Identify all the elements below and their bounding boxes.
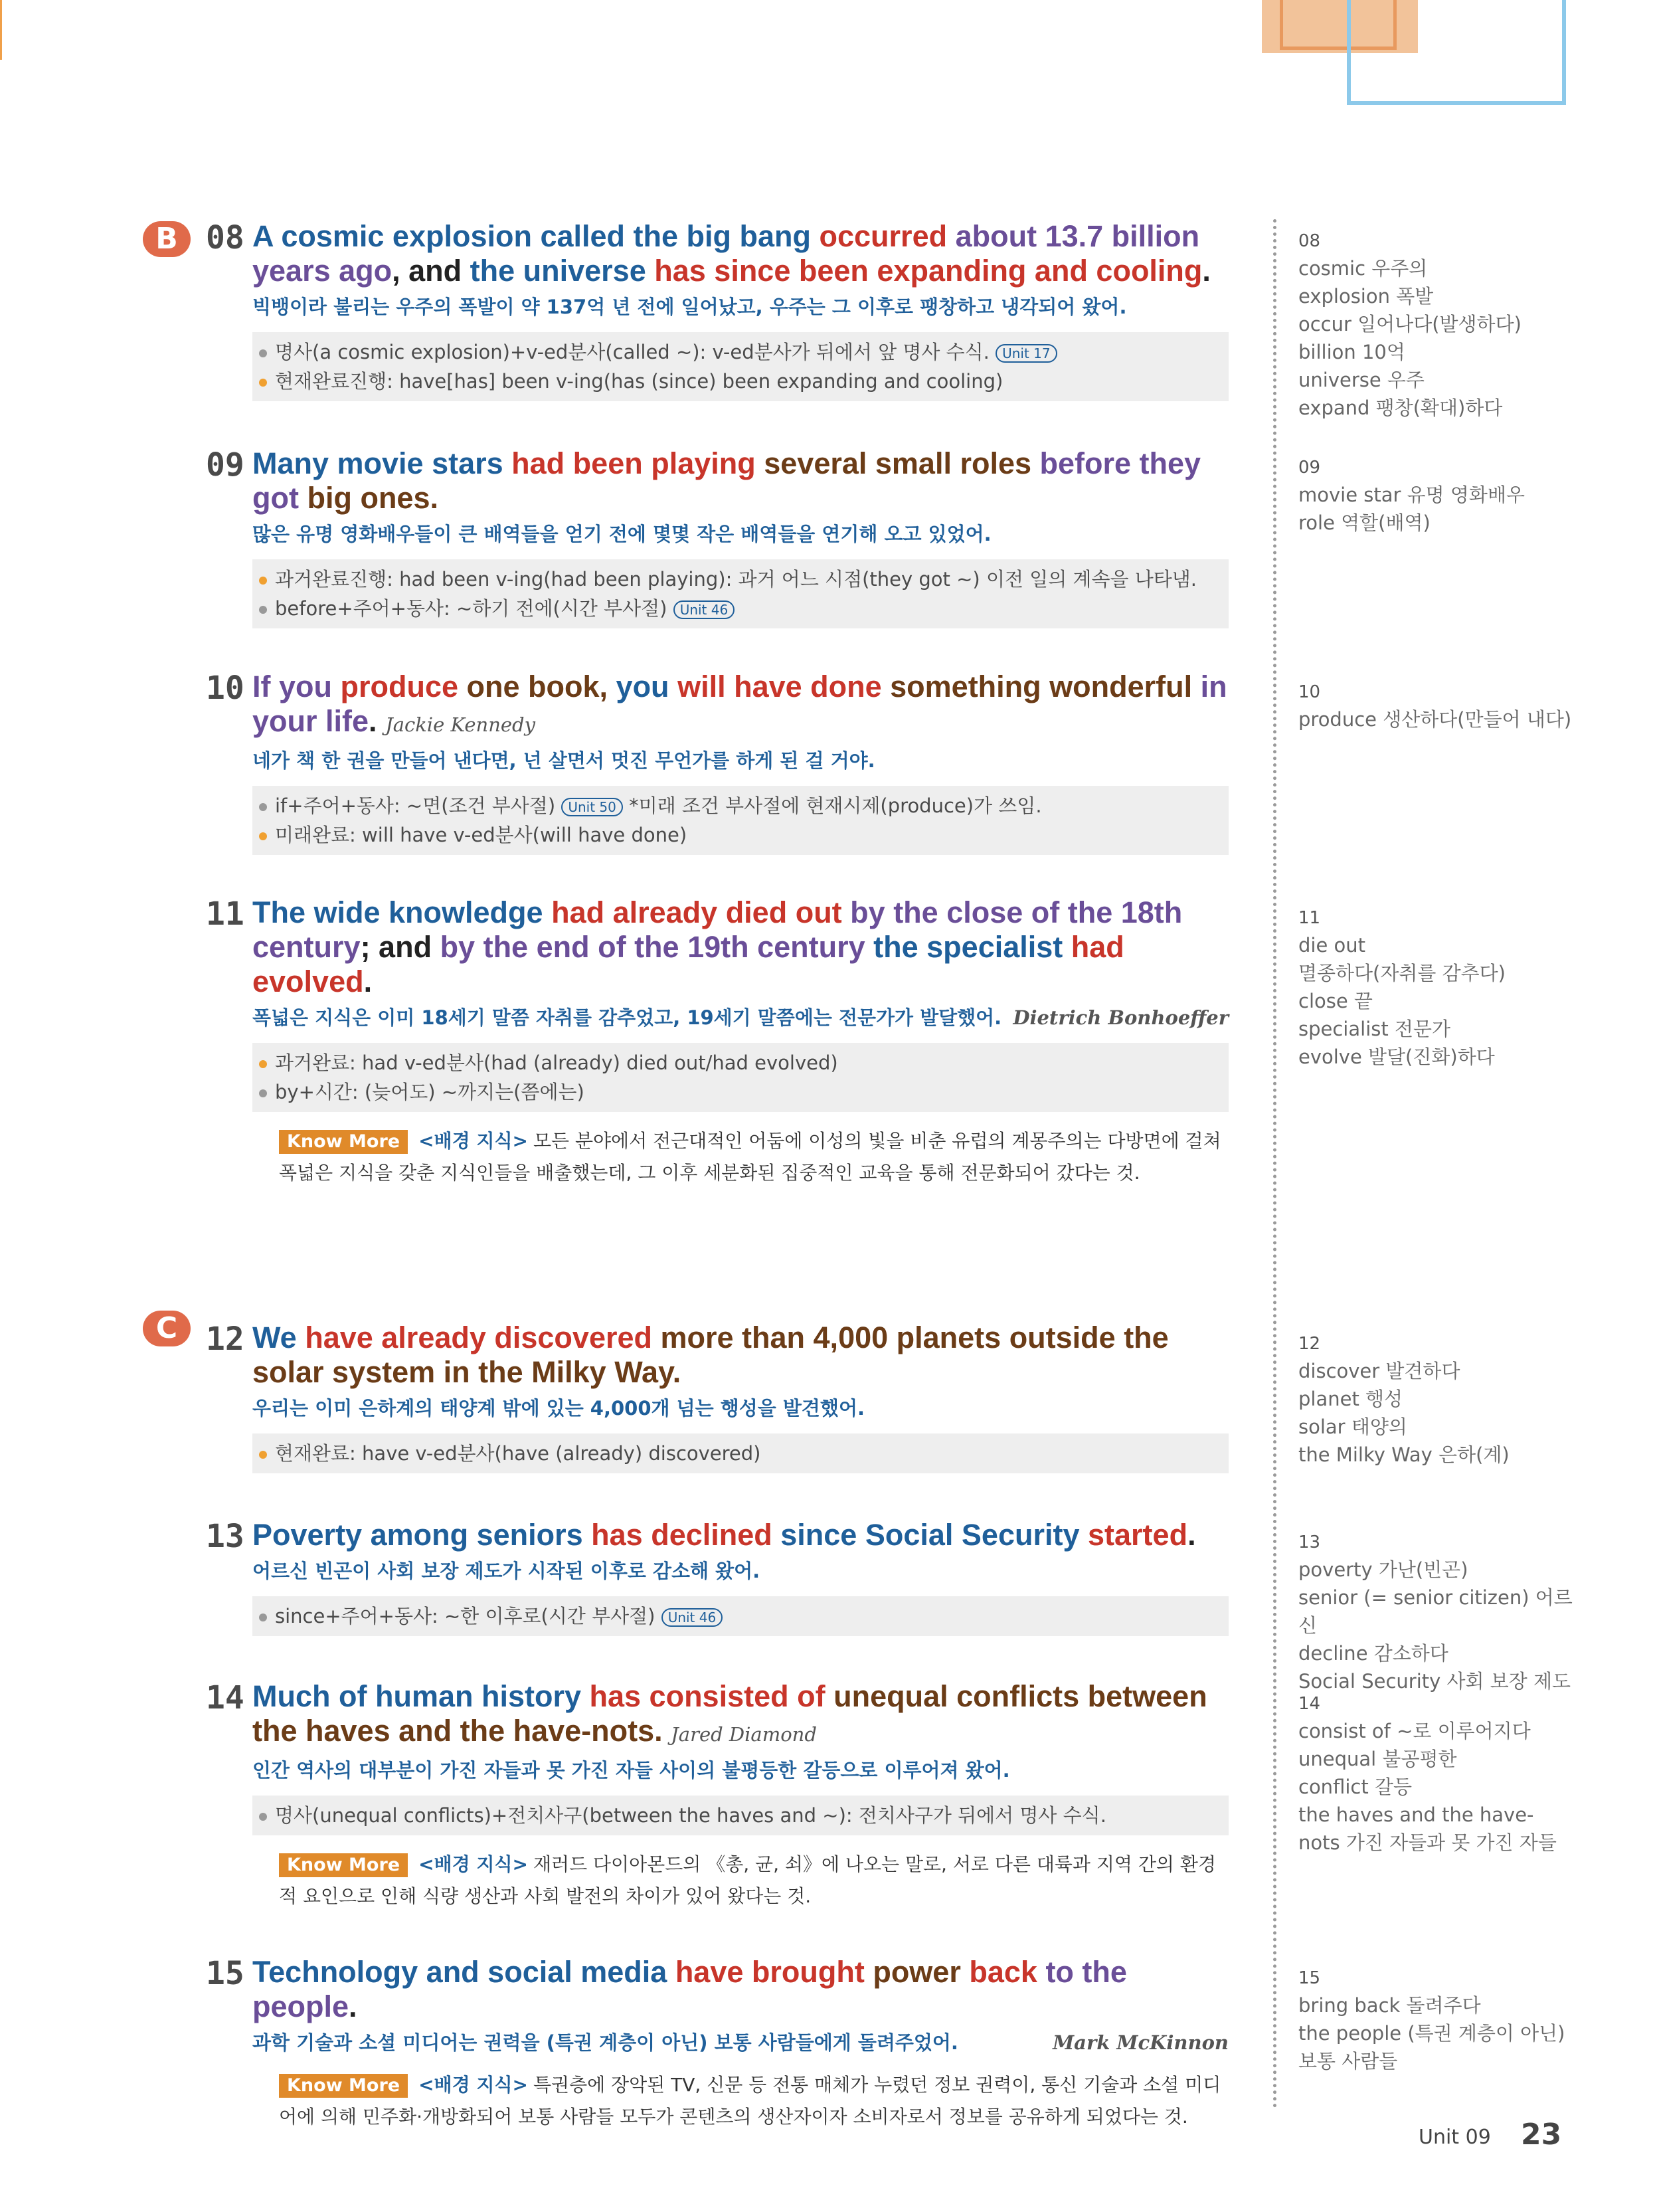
note-text: 과거완료진행: had been v-ing(had been playing): 과거 어느 시점(they got ~) 이전 일의 계속을 나타냄. xyxy=(275,568,1197,591)
subject: Many movie stars xyxy=(252,446,512,480)
know-more-heading: <배경 지식> xyxy=(418,2074,528,2096)
vocab-item: 보통 사람들 xyxy=(1298,2050,1398,2073)
note-text: 미래완료: will have v-ed분사(will have done) xyxy=(275,824,687,846)
sentence-number: 15 xyxy=(206,1955,244,1992)
note-text: before+주어+동사: ~하기 전에(시간 부사절) xyxy=(275,597,667,620)
vocab-item: billion 10억 xyxy=(1298,341,1405,363)
grammar-notes xyxy=(252,786,1229,855)
vocab-10 xyxy=(1298,679,1577,733)
author: Mark McKinnon xyxy=(1053,2031,1229,2054)
author: Jackie Kennedy xyxy=(385,713,535,736)
phrase: to the people xyxy=(252,1955,1127,2023)
vocab-item: solar 태양의 xyxy=(1298,1416,1407,1438)
note-text: since+주어+동사: ~한 이후로(시간 부사절) xyxy=(275,1605,655,1627)
vocab-number: 08 xyxy=(1298,231,1321,251)
grammar-note xyxy=(259,594,1229,623)
object: big ones. xyxy=(298,481,438,515)
vocab-item: expand 팽창(확대)하다 xyxy=(1298,397,1503,419)
corner-decoration xyxy=(0,0,2,60)
verb: had evolved xyxy=(252,930,1124,998)
vocab-item: discover 발견하다 xyxy=(1298,1360,1460,1382)
korean-translation: 많은 유명 영화배우들이 큰 배역들을 얻기 전에 몇몇 작은 배역들을 연기해 오고 있었어. xyxy=(252,523,992,545)
korean-translation: 빅뱅이라 불리는 우주의 폭발이 약 137억 년 전에 일어났고, 우주는 그 이후로 팽창하고 냉각되어 왔어. xyxy=(252,296,1127,318)
unit-link[interactable]: Unit 17 xyxy=(996,344,1057,363)
grammar-notes xyxy=(252,559,1229,628)
vocab-item: universe 우주 xyxy=(1298,369,1425,391)
vocab-item: the people (특권 계층이 아닌) xyxy=(1298,2022,1565,2045)
object: something wonderful xyxy=(881,670,1201,703)
know-more-label: Know More xyxy=(279,1130,408,1154)
sentence-number: 11 xyxy=(206,895,244,933)
vocab-14 xyxy=(1298,1691,1577,1857)
subject: the specialist xyxy=(873,930,1071,964)
vocab-item: bring back 돌려주다 xyxy=(1298,1994,1481,2017)
object: more than 4,000 planets outside the solar system in the Milky Way. xyxy=(252,1321,1169,1389)
vocab-item: conflict 갈등 xyxy=(1298,1776,1412,1798)
unit-link[interactable]: Unit 46 xyxy=(673,600,735,619)
note-text: 현재완료: have v-ed분사(have (already) discovered) xyxy=(275,1442,761,1465)
vocab-item: close 끝 xyxy=(1298,990,1373,1012)
korean-translation-row xyxy=(252,2029,1229,2056)
know-more-box xyxy=(279,2069,1229,2133)
vocab-item: Social Security 사회 보장 제도 xyxy=(1298,1670,1571,1693)
know-more-heading: <배경 지식> xyxy=(418,1130,528,1152)
sentence-number: 12 xyxy=(206,1321,244,1358)
verb: occurred xyxy=(819,219,948,253)
grammar-notes xyxy=(252,1043,1229,1112)
phrase: by the end of the 19th century xyxy=(440,930,874,964)
subject: Technology and social media xyxy=(252,1955,675,1989)
sentence-08 xyxy=(252,219,1229,401)
verb: had been playing xyxy=(511,446,756,480)
grammar-notes xyxy=(252,1433,1229,1473)
vocab-item: unequal 불공평한 xyxy=(1298,1748,1457,1770)
connector: , and xyxy=(392,254,470,288)
object: one book, xyxy=(458,670,616,703)
phrase: by the close of the 18th century xyxy=(252,895,1183,964)
vocab-item: the Milky Way 은하(계) xyxy=(1298,1443,1510,1466)
know-more-label: Know More xyxy=(279,2074,408,2098)
vocab-item: nots 가진 자들과 못 가진 자들 xyxy=(1298,1831,1557,1854)
vocab-number: 10 xyxy=(1298,682,1321,702)
vocab-number: 12 xyxy=(1298,1334,1321,1354)
punctuation: . xyxy=(369,704,377,738)
vocab-item: the haves and the have- xyxy=(1298,1803,1534,1826)
verb: produce xyxy=(340,670,459,703)
vocab-number: 09 xyxy=(1298,458,1321,478)
sentence-11 xyxy=(252,895,1229,1189)
vocab-item: produce 생산하다(만들어 내다) xyxy=(1298,708,1572,731)
vocab-09 xyxy=(1298,454,1577,537)
verb: have brought xyxy=(675,1955,865,1989)
sentence-10 xyxy=(252,670,1229,855)
object: power xyxy=(864,1955,970,1989)
bullet-icon xyxy=(259,1089,267,1097)
bullet-icon xyxy=(259,606,267,614)
korean-translation: 과학 기술과 소셜 미디어는 권력을 (특권 계층이 아닌) 보통 사람들에게 돌려주었어. xyxy=(252,2031,958,2054)
sentence-14 xyxy=(252,1679,1229,1912)
clause: before they got xyxy=(252,446,1201,515)
bullet-icon xyxy=(259,379,267,387)
grammar-note xyxy=(259,820,1229,850)
subject: Much of human history xyxy=(252,1679,590,1713)
note-text: 명사(a cosmic explosion)+v-ed분사(called ~): v-ed분사가 뒤에서 앞 명사 수식. xyxy=(275,341,990,363)
korean-translation: 인간 역사의 대부분이 가진 자들과 못 가진 자들 사이의 불평등한 갈등으로 이루어져 왔어. xyxy=(252,1759,1010,1782)
verb: have already discovered xyxy=(305,1321,652,1354)
bullet-icon xyxy=(259,349,267,357)
verb: had already died out xyxy=(551,895,842,929)
bullet-icon xyxy=(259,1060,267,1068)
vocab-item: planet 행성 xyxy=(1298,1388,1403,1410)
punctuation: . xyxy=(1202,254,1211,288)
vocab-item: role 역할(배역) xyxy=(1298,511,1431,534)
verb: has declined xyxy=(591,1518,772,1552)
grammar-notes xyxy=(252,332,1229,401)
know-more-label: Know More xyxy=(279,1853,408,1877)
sentence-09 xyxy=(252,446,1229,628)
clause: If you xyxy=(252,670,341,703)
subject: We xyxy=(252,1321,305,1354)
sentence-number: 14 xyxy=(206,1679,244,1716)
subject: The wide knowledge xyxy=(252,895,552,929)
vocab-number: 11 xyxy=(1298,908,1321,928)
bullet-icon xyxy=(259,1451,267,1459)
vocab-item: poverty 가난(빈곤) xyxy=(1298,1558,1468,1581)
know-more-box xyxy=(279,1125,1229,1189)
vocab-item: die out xyxy=(1298,934,1366,957)
note-text: *미래 조건 부사절에 현재시제(produce)가 쓰임. xyxy=(629,794,1042,817)
grammar-note xyxy=(259,367,1229,396)
korean-translation: 폭넓은 지식은 이미 18세기 말쯤 자취를 감추었고, 19세기 말쯤에는 전문가가 발달했어. xyxy=(252,1006,1002,1029)
author: Dietrich Bonhoeffer xyxy=(1013,1006,1229,1029)
vocab-13 xyxy=(1298,1529,1577,1695)
know-more-text: 모든 분야에서 전근대적인 어둠에 이성의 빛을 비춘 유럽의 계몽주의는 다방면에 걸쳐 폭넓은 지식을 갖춘 지식인들을 배출했는데, 그 이후 세분화된 집중적인 교육을 통해 전문화되어 갔다는 것. xyxy=(279,1130,1221,1184)
time-phrase: about 13.7 billion years ago xyxy=(252,219,1200,288)
unit-link[interactable]: Unit 46 xyxy=(661,1608,723,1627)
vocab-item: 멸종하다(자취를 감추다) xyxy=(1298,962,1506,984)
punctuation: . xyxy=(1187,1518,1196,1552)
phrase: in your life xyxy=(252,670,1227,738)
korean-translation: 네가 책 한 권을 만들어 낸다면, 넌 살면서 멋진 무언가를 하게 된 걸 거야. xyxy=(252,749,875,772)
punctuation: . xyxy=(349,1989,357,2023)
unit-link[interactable]: Unit 50 xyxy=(561,798,623,816)
grammar-note xyxy=(259,1439,1229,1468)
vocab-number: 15 xyxy=(1298,1968,1321,1988)
subject: you xyxy=(616,670,678,703)
vocab-11 xyxy=(1298,905,1577,1071)
note-text: if+주어+동사: ~면(조건 부사절) xyxy=(275,794,556,817)
note-text: by+시간: (늦어도) ~까지는(쯤에는) xyxy=(275,1081,584,1103)
grammar-note xyxy=(259,1048,1229,1077)
know-more-heading: <배경 지식> xyxy=(418,1853,528,1875)
vocab-item: decline 감소하다 xyxy=(1298,1642,1448,1665)
clause: since Social Security xyxy=(772,1518,1088,1552)
vocab-item: cosmic 우주의 xyxy=(1298,257,1428,280)
vocab-12 xyxy=(1298,1331,1577,1469)
sentence-12 xyxy=(252,1321,1229,1473)
sentence-number: 09 xyxy=(206,446,244,484)
vocab-item: movie star 유명 영화배우 xyxy=(1298,484,1525,506)
vocab-08 xyxy=(1298,228,1577,422)
grammar-notes xyxy=(252,1796,1229,1835)
vocab-15 xyxy=(1298,1965,1577,2075)
grammar-note xyxy=(259,791,1229,820)
grammar-note xyxy=(259,565,1229,594)
korean-translation: 어르신 빈곤이 사회 보장 제도가 시작된 이후로 감소해 왔어. xyxy=(252,1560,760,1582)
connector: ; and xyxy=(360,930,440,964)
grammar-note xyxy=(259,1801,1229,1830)
vocab-item: specialist 전문가 xyxy=(1298,1018,1450,1040)
section-badge-c: C xyxy=(143,1311,191,1346)
bullet-icon xyxy=(259,803,267,811)
sentence-number: 13 xyxy=(206,1518,244,1555)
section-badge-b: B xyxy=(143,221,191,257)
author: Jared Diamond xyxy=(671,1723,817,1746)
sentence-number: 10 xyxy=(206,670,244,707)
punctuation: . xyxy=(363,965,373,998)
grammar-notes xyxy=(252,1596,1229,1636)
grammar-note xyxy=(259,1077,1229,1107)
note-text: 현재완료진행: have[has] been v-ing(has (since) been expanding and cooling) xyxy=(275,370,1003,393)
bullet-icon xyxy=(259,577,267,585)
subject: Poverty among seniors xyxy=(252,1518,592,1552)
know-more-text: 특권층에 장악된 TV, 신문 등 전통 매체가 누렸던 정보 권력이, 통신 기술과 소셜 미디어에 의해 민주화·개방화되어 보통 사람들 모두가 콘텐츠의 생산자이자 소비자로서 정보를 공유하게 되었다는 것. xyxy=(279,2074,1221,2128)
verb: back xyxy=(969,1955,1037,1989)
vocab-item: occur 일어나다(발생하다) xyxy=(1298,313,1522,335)
grammar-note xyxy=(259,1602,1229,1631)
sentence-13 xyxy=(252,1518,1229,1636)
sentence-number: 08 xyxy=(206,219,244,256)
vocab-number: 14 xyxy=(1298,1694,1321,1714)
verb: has since been expanding and cooling xyxy=(654,254,1203,288)
vocab-item: consist of ~로 이루어지다 xyxy=(1298,1720,1531,1742)
vocab-item: evolve 발달(진화)하다 xyxy=(1298,1046,1495,1068)
grammar-note xyxy=(259,337,1229,367)
subject: A cosmic explosion called the big bang xyxy=(252,219,820,253)
know-more-text: 재러드 다이아몬드의 《총, 균, 쇠》에 나오는 말로, 서로 다른 대륙과 지역 간의 환경적 요인으로 인해 식량 생산과 사회 발전의 차이가 있어 왔다는 것. xyxy=(279,1853,1216,1907)
object: unequal conflicts between the haves and the have-nots. xyxy=(252,1679,1207,1748)
object: several small roles xyxy=(755,446,1040,480)
page-number: 23 xyxy=(1521,2118,1562,2152)
note-text: 명사(unequal conflicts)+전치사구(between the haves and ~): 전치사구가 뒤에서 명사 수식. xyxy=(275,1804,1106,1827)
vocab-item: senior (= senior citizen) 어르신 xyxy=(1298,1586,1573,1637)
bullet-icon xyxy=(259,832,267,840)
bullet-icon xyxy=(259,1813,267,1821)
korean-translation: 우리는 이미 은하계의 태양계 밖에 있는 4,000개 넘는 행성을 발견했어. xyxy=(252,1397,865,1420)
vocab-number: 13 xyxy=(1298,1532,1321,1552)
bullet-icon xyxy=(259,1613,267,1621)
subject: the universe xyxy=(470,254,655,288)
korean-translation-row xyxy=(252,1004,1229,1031)
header-decoration-blue-frame xyxy=(1347,0,1566,105)
note-text: 과거완료: had v-ed분사(had (already) died out/had evolved) xyxy=(275,1052,838,1074)
verb: started xyxy=(1088,1518,1188,1552)
verb: will have done xyxy=(677,670,882,703)
column-divider xyxy=(1273,219,1276,2109)
vocab-item: explosion 폭발 xyxy=(1298,285,1434,308)
footer-unit-label: Unit 09 xyxy=(1419,2126,1491,2149)
verb: has consisted of xyxy=(589,1679,826,1713)
sentence-15 xyxy=(252,1955,1229,2133)
know-more-box xyxy=(279,1849,1229,1912)
